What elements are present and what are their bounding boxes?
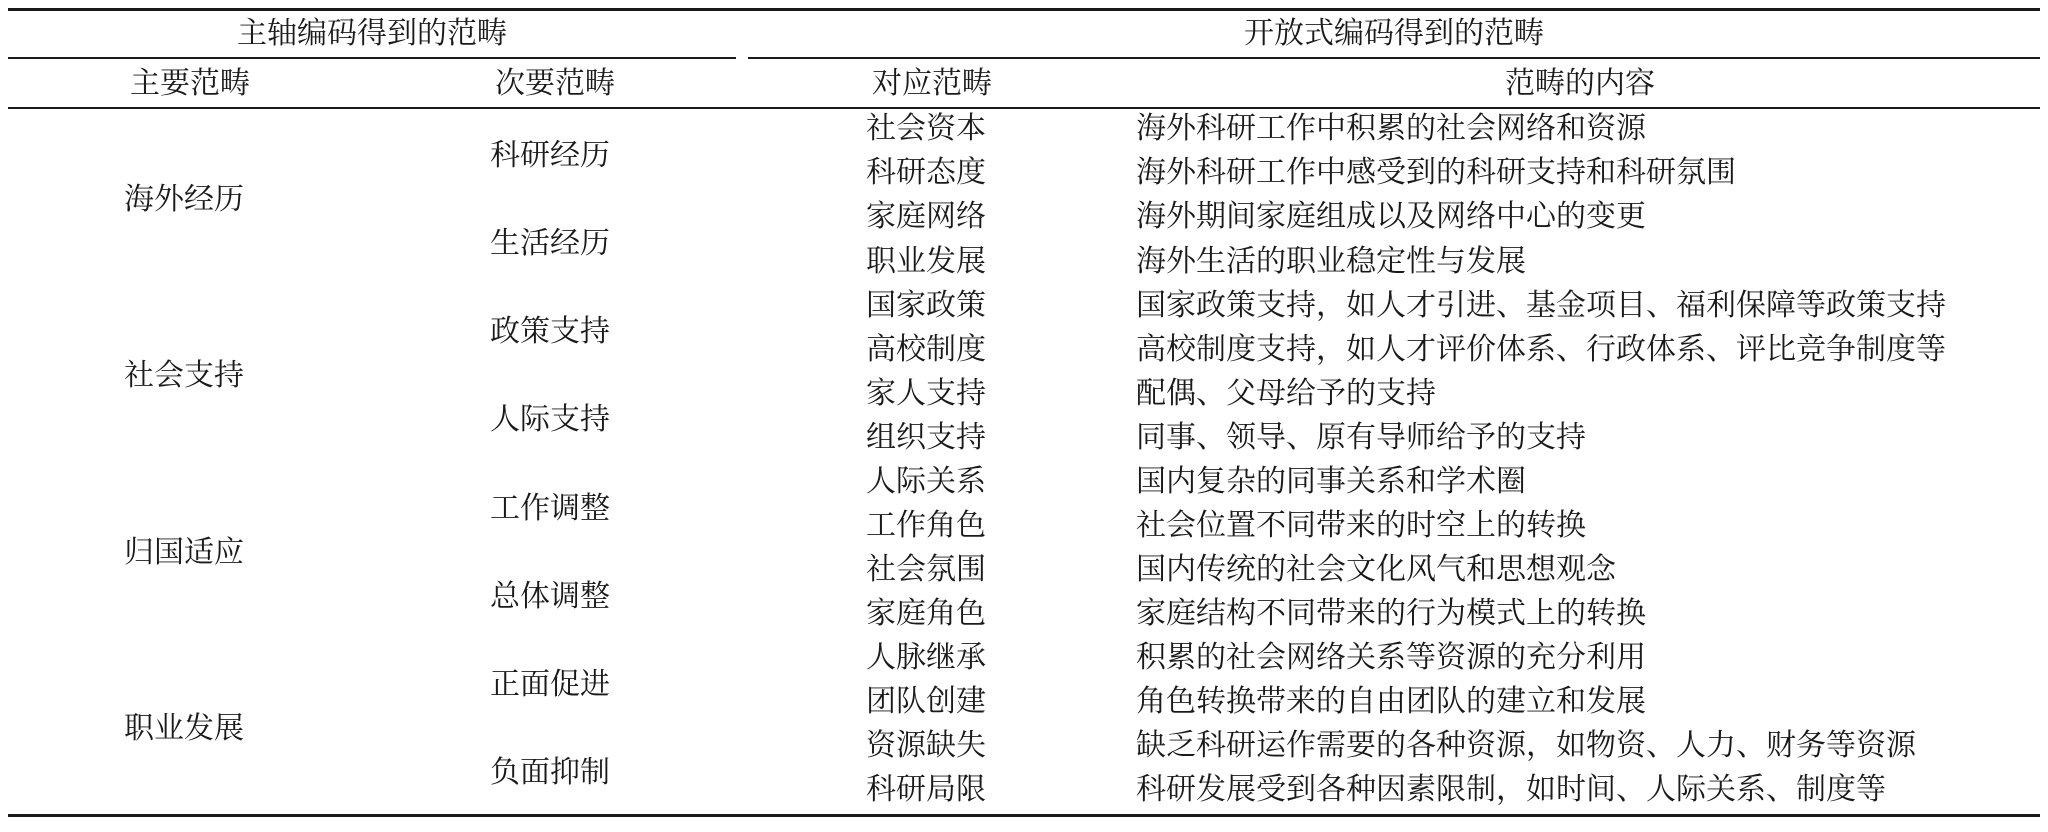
row-content: 家庭结构不同带来的行为模式上的转换: [1136, 596, 1646, 631]
table-top-rule: [8, 8, 2040, 11]
row-category: 资源缺失: [866, 728, 986, 763]
sub-category: 总体调整: [490, 579, 610, 614]
row-content: 海外期间家庭组成以及网络中心的变更: [1136, 199, 1646, 234]
row-content: 配偶、父母给予的支持: [1136, 376, 1436, 411]
row-content: 海外科研工作中感受到的科研支持和科研氛围: [1136, 155, 1736, 190]
row-content: 国内复杂的同事关系和学术圈: [1136, 464, 1526, 499]
row-content: 角色转换带来的自由团队的建立和发展: [1136, 684, 1646, 719]
row-category: 团队创建: [866, 684, 986, 719]
row-content: 海外科研工作中积累的社会网络和资源: [1136, 111, 1646, 146]
axial-coding-header: 主轴编码得到的范畴: [237, 16, 507, 51]
row-category: 国家政策: [866, 288, 986, 323]
main-category: 海外经历: [124, 182, 244, 217]
row-content: 国家政策支持，如人才引进、基金项目、福利保障等政策支持: [1136, 288, 1946, 323]
row-content: 高校制度支持，如人才评价体系、行政体系、评比竞争制度等: [1136, 332, 1946, 367]
row-category: 科研局限: [866, 772, 986, 807]
row-content: 国内传统的社会文化风气和思想观念: [1136, 552, 1616, 587]
axial-group-underline: [8, 57, 736, 59]
col-header-corresponding: 对应范畴: [872, 66, 992, 101]
row-content: 同事、领导、原有导师给予的支持: [1136, 420, 1586, 455]
row-category: 社会资本: [866, 111, 986, 146]
col-header-sub: 次要范畴: [495, 66, 615, 101]
main-category: 归国适应: [124, 535, 244, 570]
main-category: 职业发展: [124, 711, 244, 746]
sub-category: 科研经历: [490, 138, 610, 173]
row-category: 人际关系: [866, 464, 986, 499]
row-category: 工作角色: [866, 508, 986, 543]
open-coding-header: 开放式编码得到的范畴: [1244, 16, 1544, 51]
sub-category: 生活经历: [490, 226, 610, 261]
sub-category: 负面抑制: [490, 755, 610, 790]
row-category: 科研态度: [866, 155, 986, 190]
sub-category: 工作调整: [490, 491, 610, 526]
row-content: 海外生活的职业稳定性与发展: [1136, 244, 1526, 279]
sub-category: 政策支持: [490, 314, 610, 349]
col-header-main: 主要范畴: [130, 66, 250, 101]
row-category: 家庭角色: [866, 596, 986, 631]
header-bottom-rule: [8, 107, 2040, 109]
row-content: 科研发展受到各种因素限制，如时间、人际关系、制度等: [1136, 772, 1886, 807]
row-category: 人脉继承: [866, 640, 986, 675]
row-category: 社会氛围: [866, 552, 986, 587]
open-group-underline: [748, 57, 2040, 59]
row-content: 缺乏科研运作需要的各种资源，如物资、人力、财务等资源: [1136, 728, 1916, 763]
row-category: 组织支持: [866, 420, 986, 455]
row-content: 积累的社会网络关系等资源的充分利用: [1136, 640, 1646, 675]
row-content: 社会位置不同带来的时空上的转换: [1136, 508, 1586, 543]
row-category: 家庭网络: [866, 199, 986, 234]
row-category: 家人支持: [866, 376, 986, 411]
row-category: 高校制度: [866, 332, 986, 367]
col-header-content: 范畴的内容: [1505, 66, 1655, 101]
main-category: 社会支持: [124, 358, 244, 393]
table-bottom-rule: [8, 814, 2040, 817]
row-category: 职业发展: [866, 244, 986, 279]
sub-category: 人际支持: [490, 402, 610, 437]
sub-category: 正面促进: [490, 667, 610, 702]
